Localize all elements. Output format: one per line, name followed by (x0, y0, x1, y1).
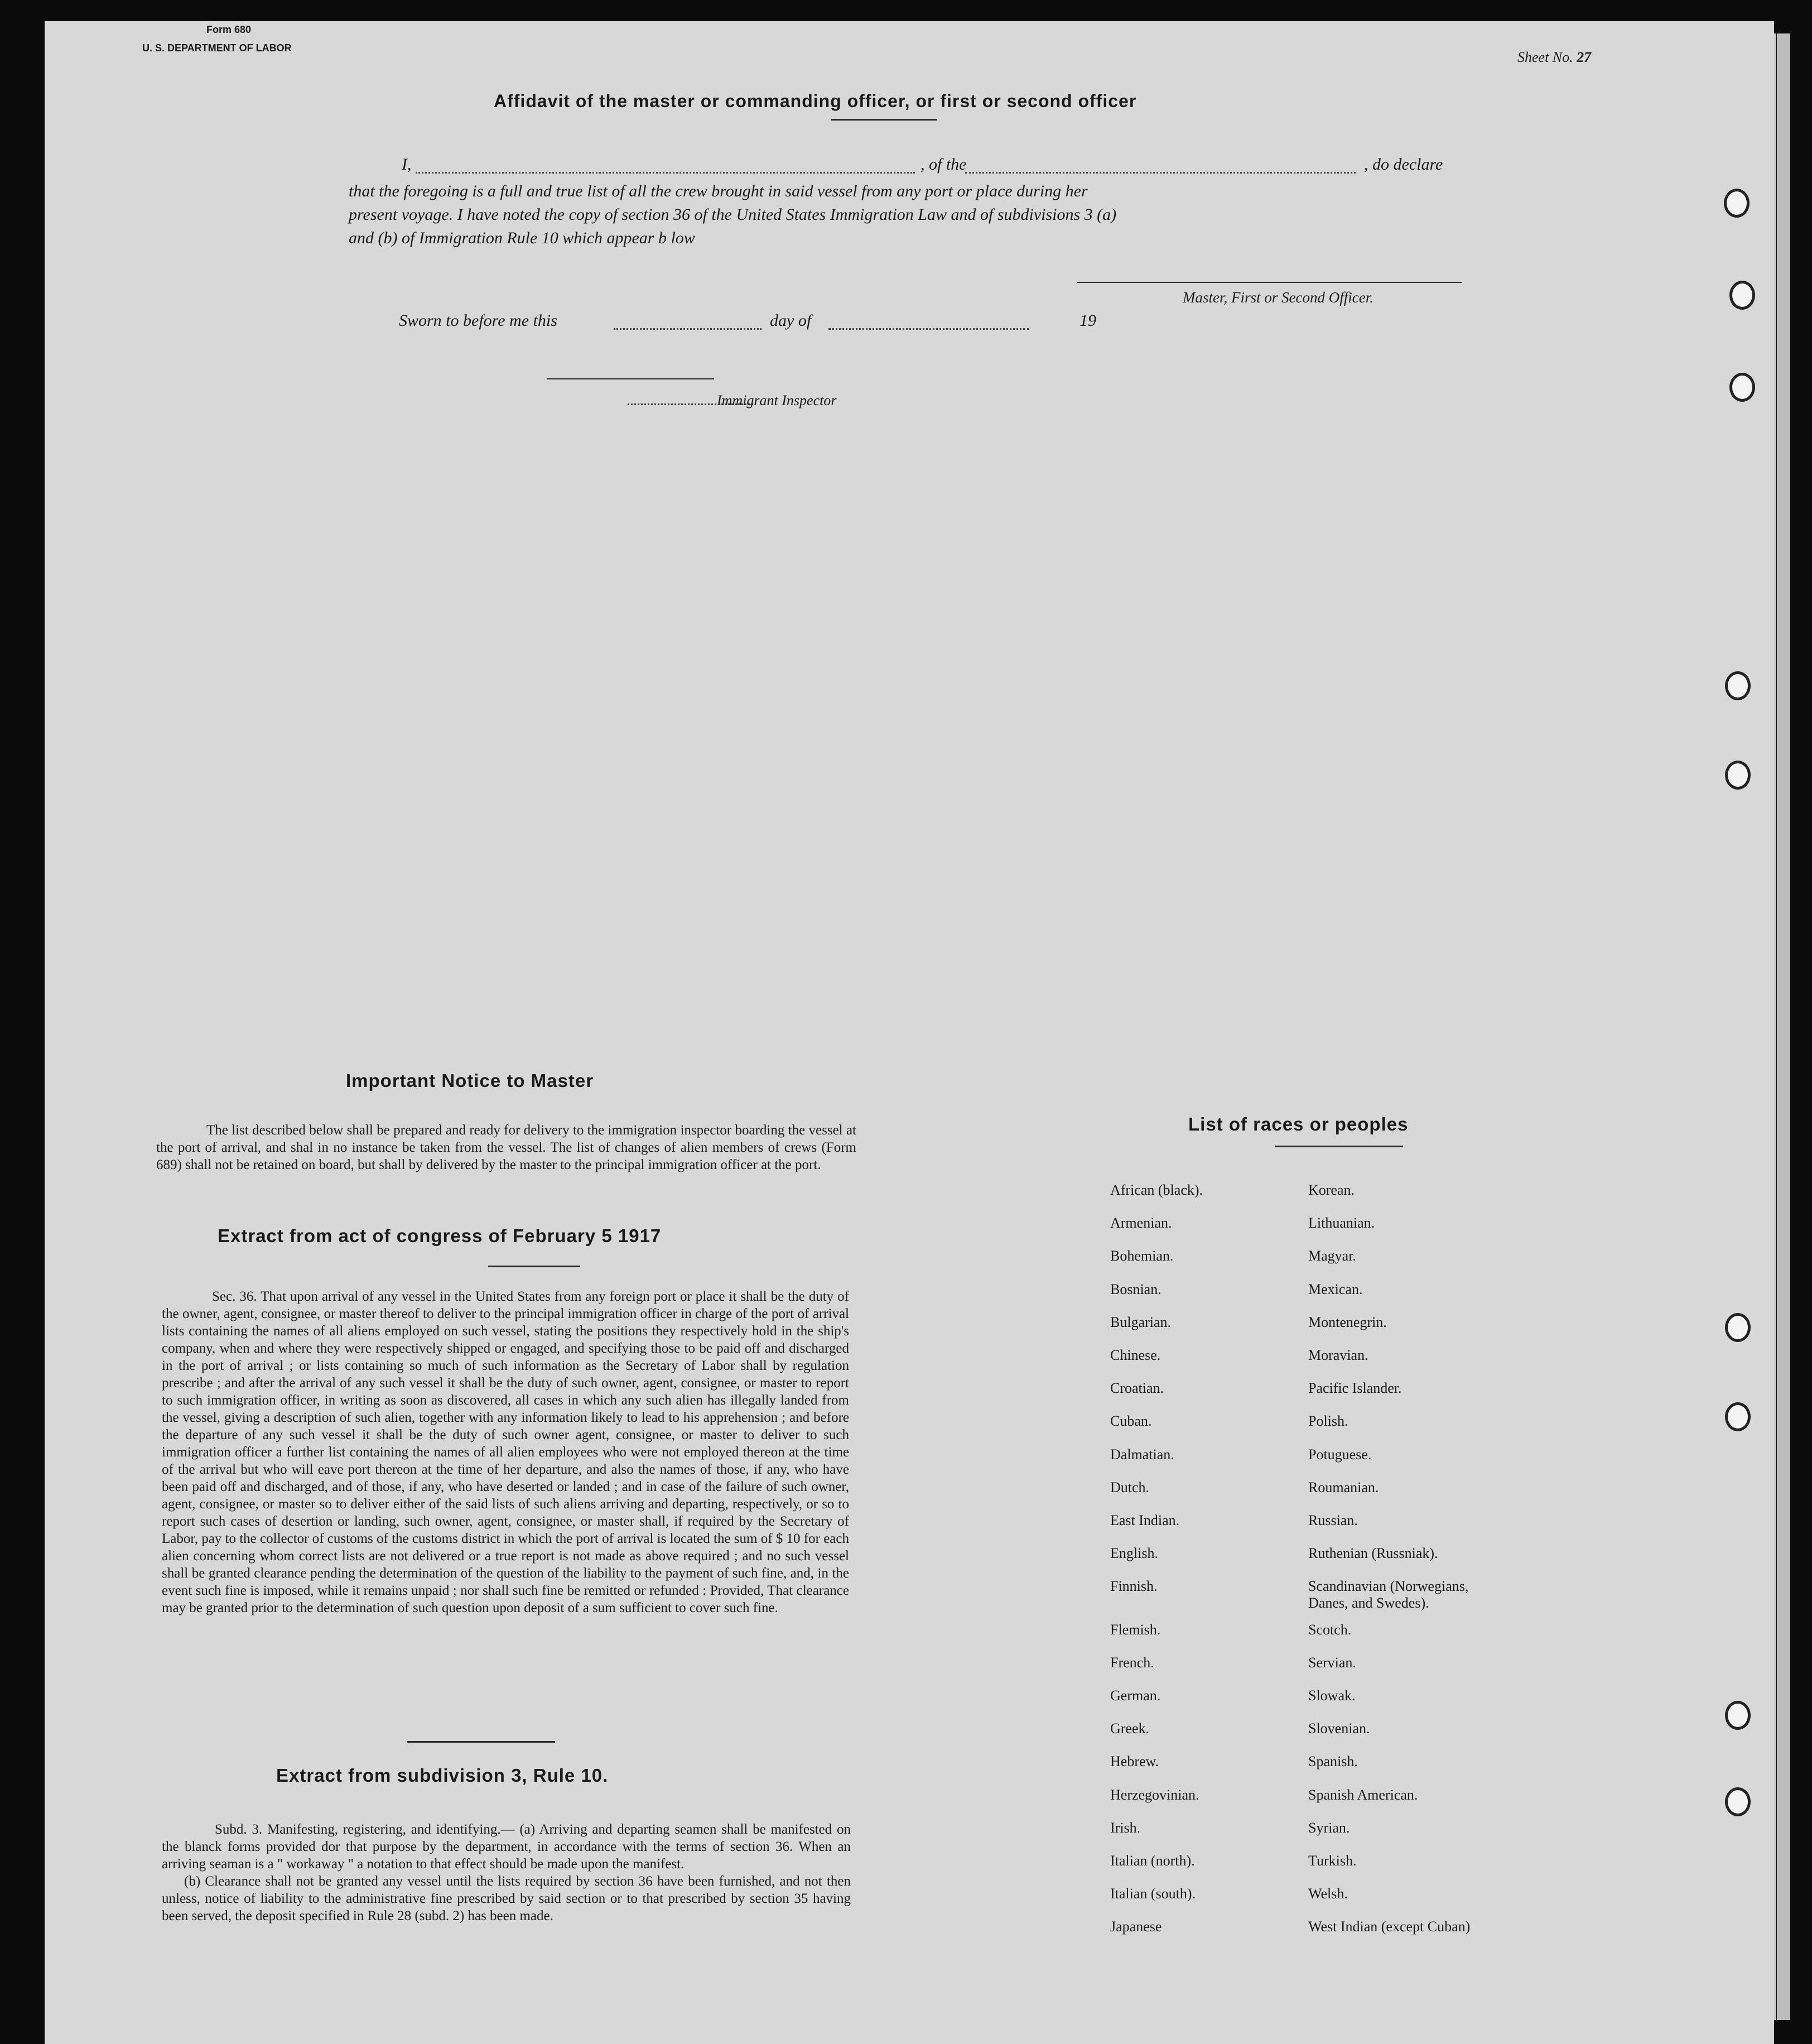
race-item: Slovenian. (1308, 1720, 1370, 1737)
act-end-rule (407, 1741, 555, 1743)
race-item: Dalmatian. (1110, 1446, 1174, 1463)
form-number: Form 680 (206, 24, 252, 35)
race-item: English. (1110, 1545, 1158, 1561)
sworn-text: Sworn to before me this (399, 311, 557, 330)
notice-title: Important Notice to Master (346, 1070, 594, 1091)
race-item: Lithuanian. (1308, 1215, 1375, 1231)
year-prefix: 19 (1080, 311, 1096, 330)
races-title-underline (1275, 1146, 1403, 1147)
race-item: Spanish American. (1308, 1787, 1418, 1803)
of-the-label: , of the (921, 155, 967, 174)
affidavit-line4: and (b) of Immigration Rule 10 which appear b low (349, 229, 695, 247)
race-item: Cuban. (1110, 1413, 1152, 1429)
race-item: Italian (south). (1110, 1886, 1196, 1902)
day-of-label: day of (770, 311, 812, 330)
sheet-number: 27 (1577, 49, 1592, 65)
race-item: Bulgarian. (1110, 1314, 1172, 1330)
rule-para-b: (b) Clearance shall not be granted any vessel until the lists required by section 36 have been furnished, and not then unless, notice of liability to the administrative fine prescribed by said section or to that prescribed by section 35 having been served, the deposit specified in Rule 28 (subd. 2) has been made. (162, 1874, 851, 1923)
race-item: Italian (north). (1110, 1853, 1195, 1869)
race-item: Japanese (1110, 1918, 1162, 1935)
race-item: Russian. (1308, 1512, 1358, 1528)
binder-hole (1724, 189, 1750, 218)
race-item: Spanish. (1308, 1753, 1358, 1769)
race-item: Scotch. (1308, 1622, 1352, 1638)
binder-hole (1725, 761, 1751, 790)
race-item: Slowak. (1308, 1687, 1356, 1704)
inspector-caption: Immigrant Inspector (717, 392, 837, 408)
rule-text (162, 1821, 851, 1925)
race-item: Potuguese. (1308, 1446, 1372, 1463)
act-title-underline (488, 1266, 580, 1267)
form-sheet (45, 21, 1774, 2044)
races-title: List of races or peoples (1188, 1114, 1409, 1134)
binder-hole (1725, 1313, 1751, 1342)
department-label: U. S. DEPARTMENT OF LABOR (142, 42, 292, 54)
act-text: Sec. 36. That upon arrival of any vessel in the United States from any foreign port or place it shall be the duty of the owner, agent, consignee, or master thereof to deliver to the principal immigration officer in charge of the port of arrival lists containing the names of all aliens employed on such vessel, stating the positions they respectively hold in the ship's company, when and where they were respectively shipped or engaged, and specifying those to be paid off and discharged in the port of arrival ; or lists containing so much of such information as the Secretary of Labor shall by regulation prescribe ; and after the arrival of any such vessel it shall be the duty of such owner, agent, consignee, or master to report to such immigration officer, in writing as soon as discovered, all cases in which any such alien has illegally landed from the vessel, giving a description of such alien, together with any information likely to lead to his apprehension ; and before the departure of any such vessel it shall be the duty of such owner agent, consignee, or master to deliver to such immigration officer a further list containing the names of all alien employees who were not employed thereon at the time of the arrival but who will eave port thereon at the time of her departure, and also the names of those, if any, who have been paid off and discharged, and of those, if any, who have deserted or landed ; and in case of the failure of such owner, agent, consignee, or master so to deliver either of the said lists of such aliens arriving and departing, respectively, or so to report such cases of desertion or landing, such owner, agent, consignee, or master shall, if required by the Secretary of Labor, pay to the collector of customs of the customs district in which the port of arrival is located the sum of $ 10 for each alien concerning whom correct lists are not delivered or a true report is not made as above required ; and no such vessel shall be granted clearance pending the determination of the question of the liability to the payment of such fine, and, in the event such fine is imposed, while it remains unpaid ; nor shall such fine be remitted or refunded : Provided, That clearance may be granted prior to the determination of such question upon deposit of a sum sufficient to cover such fine. (162, 1289, 849, 1615)
race-item: Syrian. (1308, 1820, 1350, 1836)
race-item: Moravian. (1308, 1347, 1368, 1363)
race-item: French. (1110, 1655, 1154, 1671)
rule-extract-title: Extract from subdivision 3, Rule 10. (276, 1765, 609, 1786)
race-item: Scandinavian (Norwegians, Danes, and Swedes). (1308, 1578, 1469, 1611)
affidavit-line3: present voyage. I have noted the copy of section 36 of the United States Immigration Law and of subdivisions 3 (a) (349, 205, 1117, 224)
month-blank (828, 328, 1029, 330)
underlying-sheet-edge (1777, 33, 1790, 2020)
race-item: Welsh. (1308, 1886, 1348, 1902)
race-item: Armenian. (1110, 1215, 1172, 1231)
race-item: West Indian (except Cuban) (1308, 1918, 1471, 1935)
race-item: Bohemian. (1110, 1248, 1174, 1264)
day-blank (614, 328, 762, 330)
master-caption: Master, First or Second Officer. (1183, 289, 1374, 306)
race-item: Korean. (1308, 1182, 1355, 1198)
affidavit-title: Affidavit of the master or commanding officer, or first or second officer (494, 91, 1137, 111)
rule-para-a: Subd. 3. Manifesting, registering, and identifying.— (a) Arriving and departing seamen shall be manifested on the blanck forms provided dor that purpose by the department, in accordance with the terms of section 36. When an arriving seaman is a " workaway " a notation to that effect should be made upon the manifest. (162, 1822, 851, 1872)
race-item: Chinese. (1110, 1347, 1161, 1363)
vessel-name-blank (965, 172, 1356, 174)
race-item: Herzegovinian. (1110, 1787, 1199, 1803)
race-item: East Indian. (1110, 1512, 1180, 1528)
notice-text: The list described below shall be prepared and ready for delivery to the immigration inspector boarding the vessel at the port of arrival, and shal in no instance be taken from the vessel. The list of changes of alien members of crews (Form 689) shall not be retained on board, but shall by delivered by the master to the principal immigration officer at the port. (156, 1123, 856, 1172)
race-item: Irish. (1110, 1820, 1141, 1836)
inspector-signature-line (547, 378, 714, 379)
affiant-name-blank (416, 172, 915, 174)
race-item: Flemish. (1110, 1622, 1161, 1638)
race-item: Montenegrin. (1308, 1314, 1387, 1330)
binder-hole (1729, 373, 1755, 402)
race-item: Hebrew. (1110, 1753, 1159, 1769)
race-item: Magyar. (1308, 1248, 1356, 1264)
binder-hole (1725, 1701, 1751, 1730)
declare-label: , do declare (1364, 155, 1443, 174)
binder-hole (1725, 1787, 1751, 1816)
race-item: Ruthenian (Russniak). (1308, 1545, 1438, 1561)
race-item: Croatian. (1110, 1380, 1164, 1396)
binder-hole (1725, 1402, 1751, 1431)
title-underline (831, 119, 937, 121)
binder-hole (1725, 671, 1751, 700)
race-item: Bosnian. (1110, 1281, 1162, 1297)
race-item: Servian. (1308, 1655, 1356, 1671)
race-item: Roumanian. (1308, 1479, 1379, 1495)
race-item: African (black). (1110, 1182, 1203, 1198)
master-signature-line (1077, 282, 1462, 283)
affidavit-line2: that the foregoing is a full and true list of all the crew brought in said vessel from any port or place during her (349, 182, 1088, 200)
race-item: Greek. (1110, 1720, 1150, 1737)
race-item: Dutch. (1110, 1479, 1150, 1495)
binder-hole (1729, 281, 1755, 310)
race-item: Mexican. (1308, 1281, 1363, 1297)
race-item: Polish. (1308, 1413, 1348, 1429)
race-item: Turkish. (1308, 1853, 1357, 1869)
act-extract-title: Extract from act of congress of February 5 1917 (218, 1225, 662, 1246)
sheet-label: Sheet No. (1517, 49, 1573, 65)
affiant-label: I, (402, 155, 412, 174)
race-item: German. (1110, 1687, 1161, 1704)
race-item: Pacific Islander. (1308, 1380, 1402, 1396)
race-item: Finnish. (1110, 1578, 1158, 1594)
sheet-number-label (1517, 49, 1591, 66)
